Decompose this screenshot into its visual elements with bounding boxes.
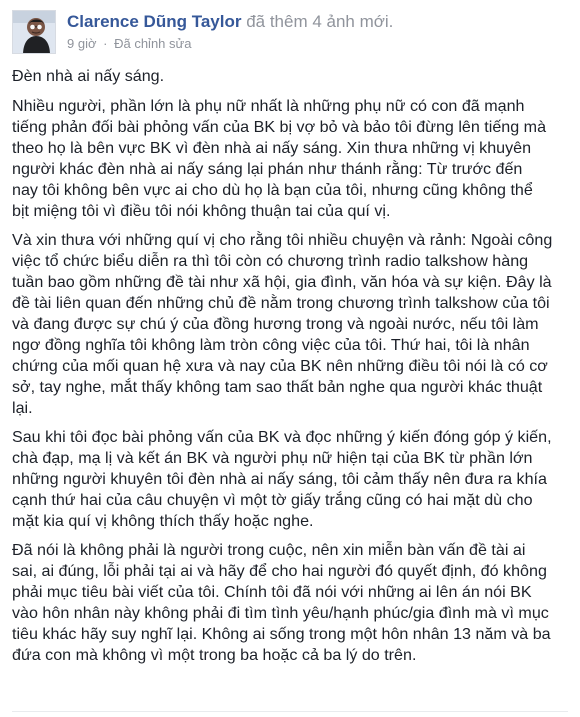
post-bottom-divider <box>12 711 568 712</box>
author-avatar[interactable] <box>12 10 56 54</box>
post-title-line <box>67 10 557 34</box>
post-paragraph-5: Đã nói là không phải là người trong cuộc, nên xin miễn bàn vấn đề tài ai sai, ai đúng, lỗi phải tại ai và hãy để cho hai người đó quyết định, đó không phải mục tiêu bài viết của tôi. Chính tôi đã nói với những ai lên án nói BK vào hôn nhân này không phải đi tìm tình yêu/hạnh phúc/gia đình mà vì mục tiêu khác hãy suy nghĩ lại. Không ai sống trong một hôn nhân 13 năm và ba đứa con mà không vì một trong ba hoặc cả ba lý do trên. <box>12 541 551 664</box>
post-meta-separator: · <box>103 36 108 51</box>
post-header <box>12 10 568 62</box>
post-paragraph-4: Sau khi tôi đọc bài phỏng vấn của BK và đọc những ý kiến đóng góp ý kiến, chà đạp, mạ lị và kết án BK và người phụ nữ hiện tại của BK từ phần lớn những người khuyên tôi đèn nhà ai nấy sáng, tôi cảm thấy nên đưa ra khía cạnh thứ hai của câu chuyện vì một tờ giấy trắng cũng có hai mặt dù cho mặt kia quí vị không thích thấy hoặc nghe. <box>12 428 552 530</box>
post-content <box>12 66 572 674</box>
post-edited-link[interactable]: Đã chỉnh sửa <box>114 36 192 51</box>
post-time-link[interactable]: 9 giờ <box>67 36 97 51</box>
post-paragraph-3: Và xin thưa với những quí vị cho rằng tôi nhiều chuyện và rảnh: Ngoài công việc tổ chức biểu diễn ra thì tôi còn có chương trình radio talkshow hàng tuần bao gồm những đề tài như xã hội, gia đình, văn hóa và sự kiện. Đây là đề tài liên quan đến những chủ đề nằm trong chương trình talkshow của tôi và đang được sự chú ý của đồng hương trong và ngoài nước, nếu tôi làm ngơ đồng nghĩa tôi không làm tròn công việc của tôi. Thứ hai, tôi là nhân chứng của mối quan hệ xưa và nay của BK nên những điều tôi nói là có cơ sở, tay nghe, mắt thấy không tam sao thất bản nghe qua người khác thuật lại. <box>12 231 553 417</box>
post-meta <box>67 10 557 52</box>
post-activity-text: đã thêm 4 ảnh mới. <box>246 12 394 31</box>
post-paragraph-1: Đèn nhà ai nấy sáng. <box>12 67 165 85</box>
post-timestamp-line <box>67 35 557 52</box>
post-paragraph-2: Nhiều người, phần lớn là phụ nữ nhất là những phụ nữ có con đã mạnh tiếng phản đối bài phỏng vấn của BK bị vợ bỏ và bảo tôi đừng lên tiếng mà theo họ là bên vực BK vì đèn nhà ai nấy sáng. Xin thưa những vị khuyên người khác đèn nhà ai nấy sáng lại phán như thánh rằng: Từ trước đến nay tôi không bên vực ai cho dù họ là bạn của tôi, nhưng cũng không thể bịt miệng tôi vì điều tôi nói không thuận tai của quí vị. <box>12 97 547 220</box>
author-name-link[interactable]: Clarence Dũng Taylor <box>67 12 242 31</box>
